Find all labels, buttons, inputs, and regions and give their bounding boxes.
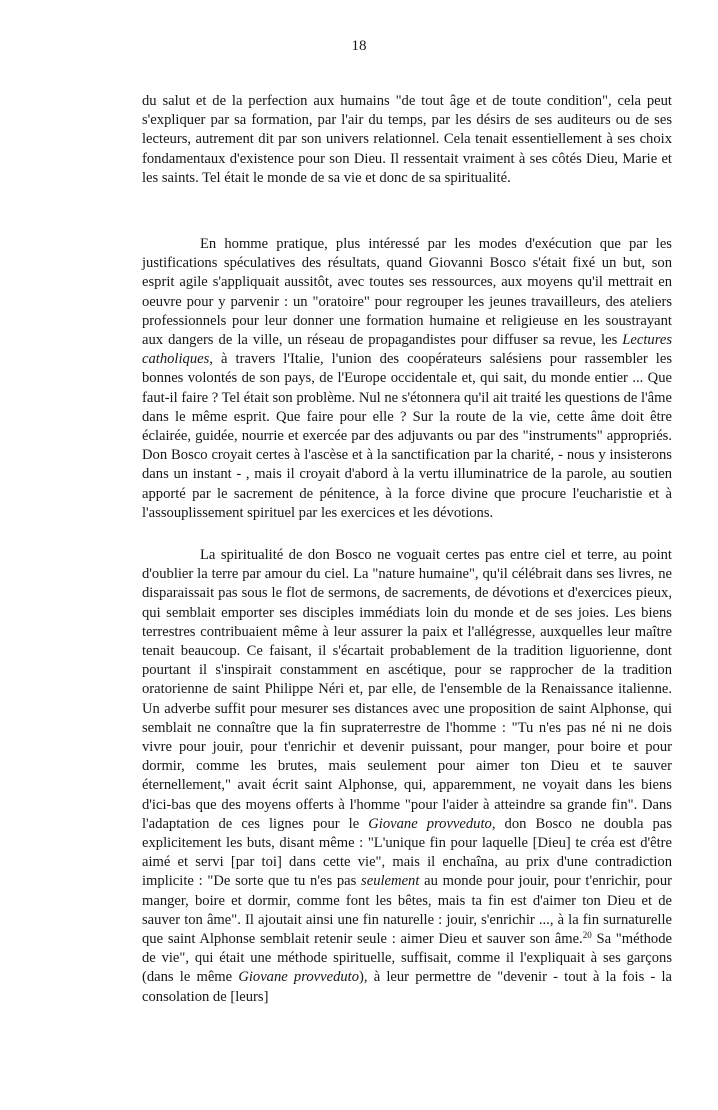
paragraph-3-text-a: La spiritualité de don Bosco ne voguait certes pas entre ciel et terre, au point d'oublier la terre par amour du ciel. La "nature humaine", qu'il célébrait dans ses livres, ne disparaissait pas sous le flot de sermons, de sacrements, de dévotions et d'exercices pieux, qui semblait emporter ses disciples immédiats loin du monde et de ses joies. Les biens terrestres contribuaient même à leur assurer la paix et l'allégresse, auxquelles leur maître tenait beaucoup. Ce faisant, il s'écartait probablement de la tradition liguorienne, dont pourtant il s'inspirait constamment en ascétique, pour se rapprocher de la tradition oratorienne de saint Philippe Néri et, par elle, de l'ensemble de la Renaissance italienne. Un adverbe suffit pour mesurer ses distances avec une proposition de saint Alphonse, qui semblait ne connaître que la fin supraterrestre de l'homme : "Tu n'es pas né ni ne dois vivre pour jouir, pour t'enrichir et devenir puissant, pour manger, pour boire et pour dormir, comme les brutes, mais seulement pour aimer ton Dieu et te sauver éternellement," avait écrit saint Alphonse, qui, apparemment, ne voyait dans les biens d'ici-bas que des moyens offerts à l'homme "pour l'aider à atteindre sa grande fin". Dans l'adaptation de ces lignes pour le xyxy=(142,547,672,832)
paragraph-3 xyxy=(142,546,672,1007)
page-number: 18 xyxy=(351,38,367,54)
paragraph-3-text-e: ), à leur permettre de "devenir - tout à la fois - la consolation de [leurs] xyxy=(142,969,672,1005)
paragraph-2 xyxy=(142,235,672,523)
paragraph-3-text-d: Sa "méthode de vie", qui était une méthode spirituelle, suffisait, comme il l'expliquait à ses garçons (dans le même xyxy=(142,931,672,986)
paragraph-1-text: du salut et de la perfection aux humains "de tout âge et de toute condition", cela peut s'expliquer par sa formation, par l'air du temps, par les désirs de ses auditeurs ou de ses lecteurs, autrement dit par son univers relationnel. Cela tenait essentiellement à ses choix fondamentaux d'existence pour son Dieu. Il ressentait vraiment à ses côtés Dieu, Marie et les saints. Tel était le monde de sa vie et donc de sa spiritualité. xyxy=(142,93,672,186)
paragraph-2-text-a: En homme pratique, plus intéressé par les modes d'exécution que par les justifications spéculatives des résultats, quand Giovanni Bosco s'était fixé un but, son esprit agile s'appliquait aussitôt, avec toutes ses ressources, aux moyens qu'il mettrait en oeuvre pour y parvenir : un "oratoire" pour regrouper les jeunes travailleurs, des ateliers professionnels pour leur donner une formation humaine et religieuse en les soustrayant aux dangers de la ville, un réseau de propagandistes pour diffuser sa revue, les xyxy=(142,236,672,349)
title-giovane-provveduto: Giovane provveduto xyxy=(368,815,492,832)
paragraph-2-text-b: , à travers l'Italie, l'union des coopérateurs salésiens pour rassembler les bonnes volontés de son pays, de l'Europe occidentale et, qui sait, du monde entier ... Que faut-il faire ? Tel était son problème. Nul ne s'étonnera qu'il ait traité les questions de l'âme dans le même esprit. Que faire pour elle ? Sur la route de la vie, cette âme doit être éclairée, guidée, nourrie et exercée par des adjuvants ou par des "instruments" appropriés. Don Bosco croyait certes à l'ascèse et à la sanctification par la charité, - nous y insisterons dans un instant - , mais il croyait d'abord à la vertu illuminatrice de la parole, au soutien apporté par le sacrement de pénitence, à la force divine que procure l'eucharistie et à l'assouplissement spirituel par les exercices et les dévotions. xyxy=(142,351,672,521)
paragraph-1 xyxy=(142,92,672,188)
emphasis-seulement: seulement xyxy=(361,873,420,890)
paragraph-3-text-b: , don Bosco ne doubla pas explicitement les buts, disant même : "L'unique fin pour laquelle [Dieu] te créa est d'être aimé et servi [par toi] dans cette vie", mais il enchaîna, au prix d'une contradiction implicite : "De sorte que tu n'es pas xyxy=(142,815,672,890)
paragraph-3-text-c: au monde pour jouir, pour t'enrichir, pour manger, boire et dormir, comme font les bêtes, mais ta fin est d'aimer ton Dieu et de sauver ton âme". Il ajoutait ainsi une fin naturelle : jouir, s'enrichir ..., à la fin surnaturelle que saint Alphonse semblait retenir seule : aimer Dieu et sauver son âme. xyxy=(142,873,672,948)
footnote-reference-20[interactable]: 20 xyxy=(582,930,592,941)
title-lectures-catholiques: Lectures catholiques xyxy=(142,332,672,368)
title-giovane-provveduto-second: Giovane provveduto xyxy=(238,969,360,986)
